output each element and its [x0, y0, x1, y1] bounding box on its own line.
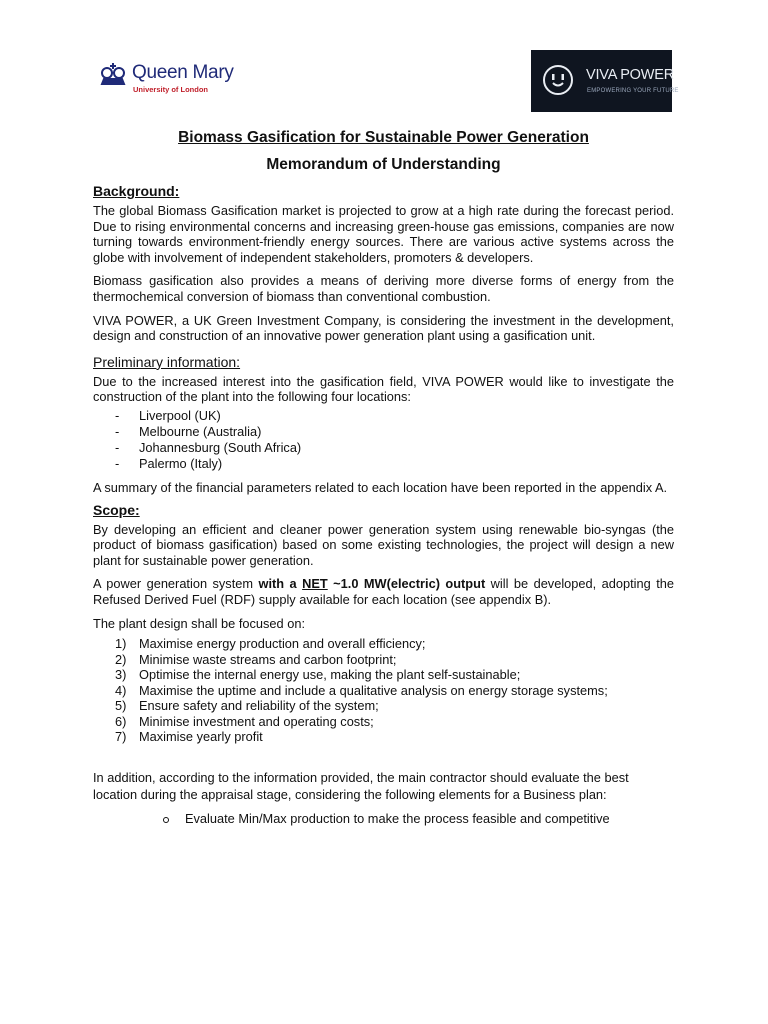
- scope-text-output: ~1.0 MW(electric) output: [327, 576, 486, 592]
- list-text: Minimise investment and operating costs;: [139, 713, 374, 729]
- list-item: Evaluate Min/Max production to make the process feasible and competitive: [93, 811, 674, 827]
- scope-paragraph-4: In addition, according to the information provided, the main contractor should evaluate the best location during the appraisal stage, considering the following elements for a Business plan:: [93, 769, 629, 803]
- list-item: [93, 714, 674, 730]
- list-text: Maximise the uptime and include a qualitative analysis on energy storage systems;: [139, 682, 608, 698]
- power-socket-icon: [542, 64, 574, 96]
- list-number: 2): [115, 651, 127, 667]
- list-item: [93, 698, 674, 714]
- viva-power-logo: [531, 50, 679, 112]
- preliminary-heading: Preliminary information:: [93, 353, 241, 370]
- scope-paragraph-1: By developing an efficient and cleaner power generation system using renewable bio-syngas (the product of biomass gasification) based on some existing technologies, the project will design a new plant for sustainable power generation.: [93, 521, 674, 568]
- list-text: Maximise energy production and overall efficiency;: [139, 636, 426, 652]
- scope-heading: Scope:: [93, 501, 140, 518]
- viva-logo-name: VIVA POWER: [586, 67, 674, 83]
- design-goals-list: [93, 636, 674, 745]
- list-item: [93, 652, 674, 668]
- document-body: [93, 128, 674, 826]
- preliminary-paragraph-1: Due to the increased interest into the gasification field, VIVA POWER would like to investigate the construction of the plant into the following four locations:: [93, 373, 674, 405]
- qm-logo-subtitle: University of London: [133, 85, 208, 94]
- list-number: 1): [115, 636, 127, 652]
- list-number: 5): [115, 698, 127, 714]
- list-number: 4): [115, 682, 127, 698]
- list-text: Minimise waste streams and carbon footprint;: [139, 651, 397, 667]
- scope-text: will be developed, adopting the Refused Derived Fuel (RDF) supply available for each location (see appendix B).: [93, 576, 674, 607]
- scope-text-bold: with a: [258, 576, 303, 592]
- background-paragraph-2: Biomass gasification also provides a means of deriving more diverse forms of energy from the thermochemical conversion of biomass than conventional combustion.: [93, 273, 674, 304]
- scope-text: A power generation system: [93, 576, 259, 592]
- list-item: - Melbourne (Australia): [93, 424, 674, 440]
- document-subtitle: Memorandum of Understanding: [266, 156, 501, 173]
- scope-paragraph-3: The plant design shall be focused on:: [93, 615, 306, 631]
- list-item: [93, 729, 674, 745]
- queen-mary-logo: [96, 44, 234, 110]
- list-number: 3): [115, 667, 127, 683]
- preliminary-paragraph-2: A summary of the financial parameters related to each location have been reported in the appendix A.: [93, 479, 668, 495]
- crown-icon: [96, 60, 130, 90]
- list-item: [93, 683, 674, 699]
- scope-paragraph-2: [93, 576, 674, 607]
- list-text: Ensure safety and reliability of the system;: [139, 698, 379, 714]
- scope-text-net: NET: [302, 576, 328, 592]
- viva-logo-tagline: EMPOWERING YOUR FUTURE: [587, 88, 679, 94]
- list-item: [93, 667, 674, 683]
- document-title: Biomass Gasification for Sustainable Power Generation: [178, 129, 589, 146]
- qm-logo-name: Queen Mary: [132, 62, 234, 83]
- list-item: - Liverpool (UK): [93, 408, 674, 424]
- page-header: [0, 0, 768, 125]
- list-number: 7): [115, 729, 127, 745]
- background-heading: Background:: [93, 183, 180, 199]
- list-number: 6): [115, 713, 127, 729]
- locations-list: [93, 408, 674, 472]
- list-item: - Palermo (Italy): [93, 456, 674, 472]
- list-item: - Johannesburg (South Africa): [93, 440, 674, 456]
- list-text: Optimise the internal energy use, making the plant self-sustainable;: [139, 667, 521, 683]
- background-paragraph-3: VIVA POWER, a UK Green Investment Company, is considering the investment in the development, design and construction of an innovative power generation plant using a gasification unit.: [93, 312, 674, 344]
- list-text: Maximise yearly profit: [139, 729, 263, 745]
- business-plan-list: [93, 811, 674, 827]
- background-paragraph-1: The global Biomass Gasification market is projected to grow at a high rate during the forecast period. Due to rising environmental concerns and increasing green-house gas emissions, companies are now turning towards environment-friendly energy sources. There are various active systems across the globe with involvement of independent stakeholders, promoters & developers.: [93, 203, 674, 265]
- list-item: [93, 636, 674, 652]
